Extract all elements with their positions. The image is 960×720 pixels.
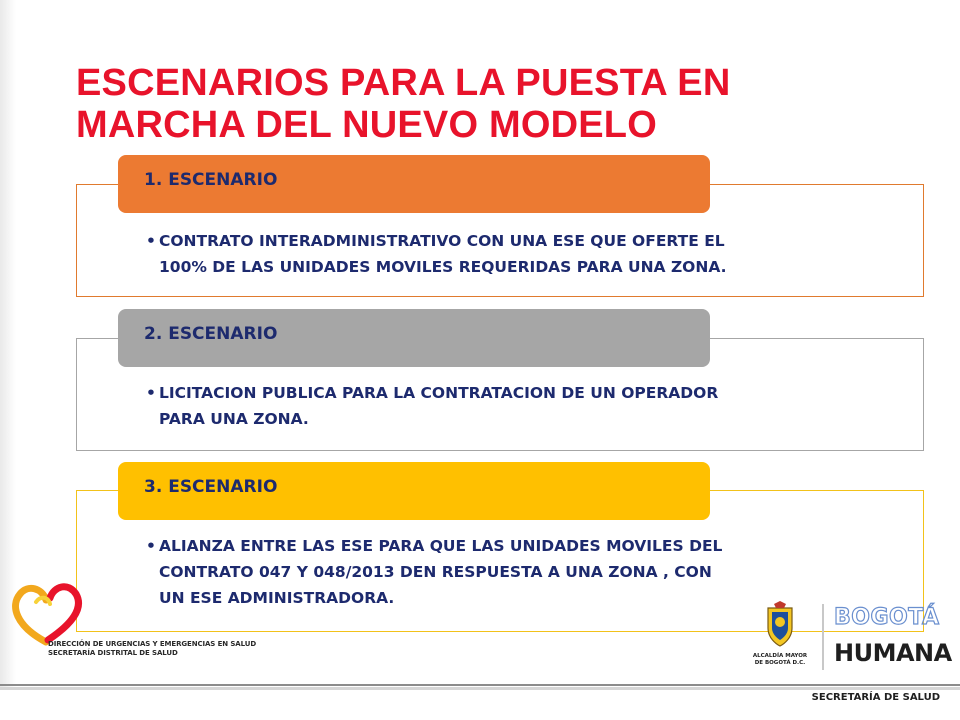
department-line-2: SECRETARÍA DISTRITAL DE SALUD xyxy=(48,649,178,657)
scenario-1-tab xyxy=(118,155,710,213)
scenario-3-line-2: CONTRATO 047 Y 048/2013 DEN RESPUESTA A UNA ZONA , CON xyxy=(159,563,712,581)
coat-of-arms-icon xyxy=(762,600,798,648)
scenario-2-text xyxy=(146,380,846,432)
scenario-1-text xyxy=(146,228,846,280)
scenario-1-line-2: 100% DE LAS UNIDADES MOVILES REQUERIDAS PARA UNA ZONA. xyxy=(159,258,727,276)
scenario-3-tab xyxy=(118,462,710,520)
slide-title xyxy=(76,62,876,146)
alcaldia-line-2: DE BOGOTÁ D.C. xyxy=(754,660,806,666)
logo-divider xyxy=(822,604,824,670)
scenario-3-line-1: ALIANZA ENTRE LAS ESE PARA QUE LAS UNIDADES MOVILES DEL xyxy=(159,537,723,555)
scenario-2-label: 2. ESCENARIO xyxy=(144,324,278,344)
bullet-dot: • xyxy=(146,384,156,402)
scenario-2-line-2: PARA UNA ZONA. xyxy=(159,410,309,428)
scenario-1-label: 1. ESCENARIO xyxy=(144,170,278,190)
department-text xyxy=(48,640,256,658)
bogota-wordmark: BOGOTÁ xyxy=(834,605,940,630)
bullet-dot: • xyxy=(146,537,156,555)
title-line-2: MARCHA DEL NUEVO MODELO xyxy=(76,104,657,146)
scenario-3-label: 3. ESCENARIO xyxy=(144,477,278,497)
department-line-1: DIRECCIÓN DE URGENCIAS Y EMERGENCIAS EN SALUD xyxy=(48,640,257,648)
scenario-3-text xyxy=(146,533,846,611)
scenario-3-line-3: UN ESE ADMINISTRADORA. xyxy=(159,589,395,607)
footer-divider-light xyxy=(0,687,960,690)
scenario-2-line-1: LICITACION PUBLICA PARA LA CONTRATACION DE UN OPERADOR xyxy=(159,384,719,402)
alcaldia-text xyxy=(744,653,816,667)
humana-wordmark: HUMANA xyxy=(834,639,952,667)
scenario-1-line-1: CONTRATO INTERADMINISTRATIVO CON UNA ESE QUE OFERTE EL xyxy=(159,232,725,250)
alcaldia-line-1: ALCALDÍA MAYOR xyxy=(752,653,808,659)
title-line-1: ESCENARIOS PARA LA PUESTA EN xyxy=(76,62,731,104)
bullet-dot: • xyxy=(146,232,156,250)
secretaria-footer-text: SECRETARÍA DE SALUD xyxy=(811,692,940,703)
scenario-2-tab xyxy=(118,309,710,367)
footer-divider xyxy=(0,684,960,686)
